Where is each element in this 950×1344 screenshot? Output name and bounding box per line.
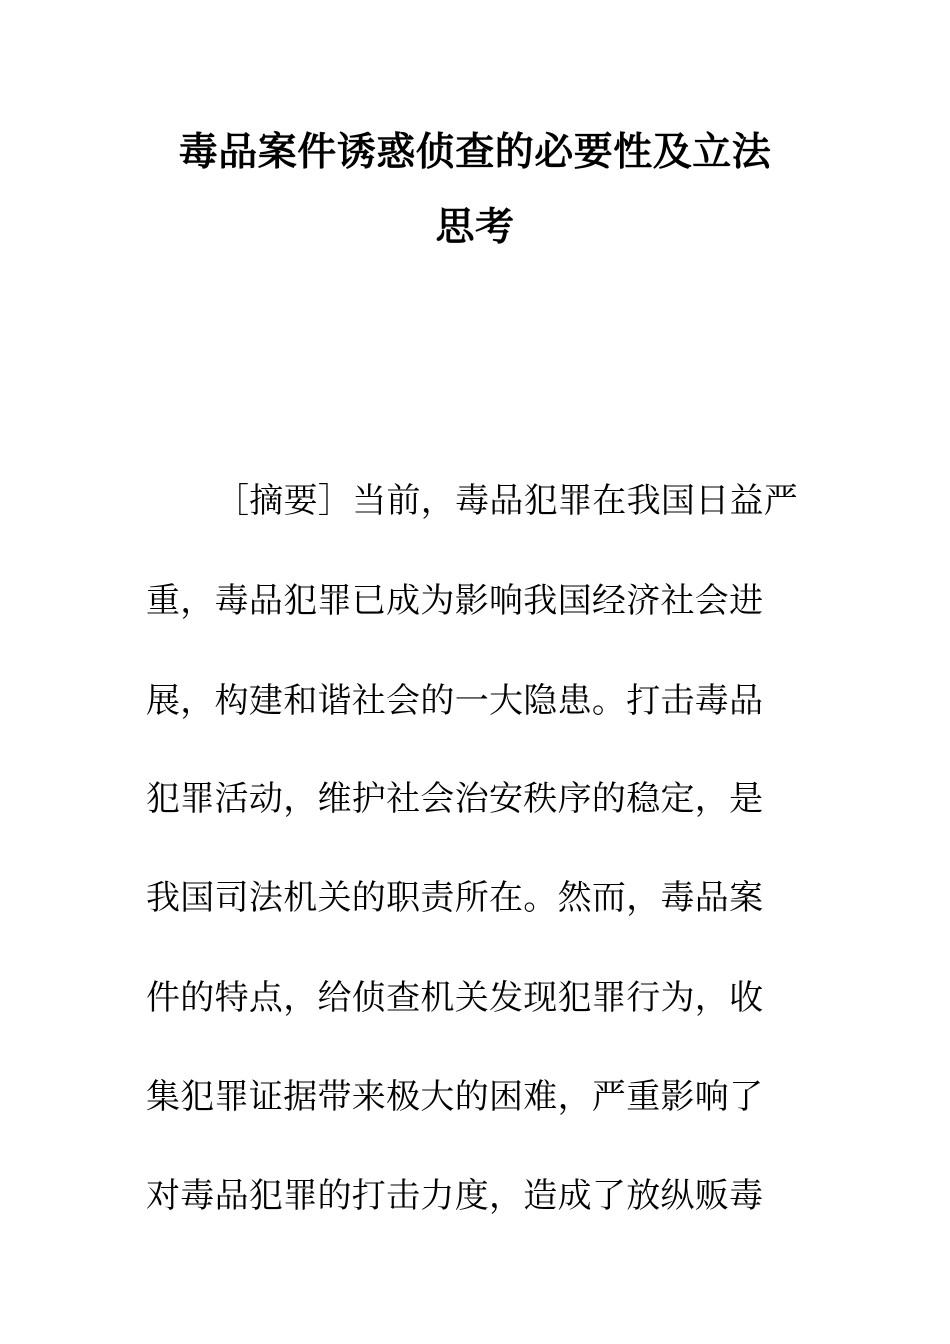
abstract-line-7: 集犯罪证据带来极大的困难，严重影响了 [146,1077,764,1117]
document-title-line-2: 思考 [435,204,515,250]
abstract-line-1: ［摘要］当前，毒品犯罪在我国日益严 [215,481,799,521]
document-title-line-1: 毒品案件诱惑侦查的必要性及立法 [178,129,772,175]
abstract-line-3: 展，构建和谐社会的一大隐患。打击毒品 [146,681,764,721]
abstract-line-4: 犯罪活动，维护社会治安秩序的稳定，是 [146,779,764,819]
abstract-line-5: 我国司法机关的职责所在。然而，毒品案 [146,878,764,918]
abstract-line-8: 对毒品犯罪的打击力度，造成了放纵贩毒 [146,1176,764,1216]
abstract-line-2: 重，毒品犯罪已成为影响我国经济社会进 [146,581,764,621]
abstract-line-6: 件的特点，给侦查机关发现犯罪行为，收 [146,978,764,1018]
